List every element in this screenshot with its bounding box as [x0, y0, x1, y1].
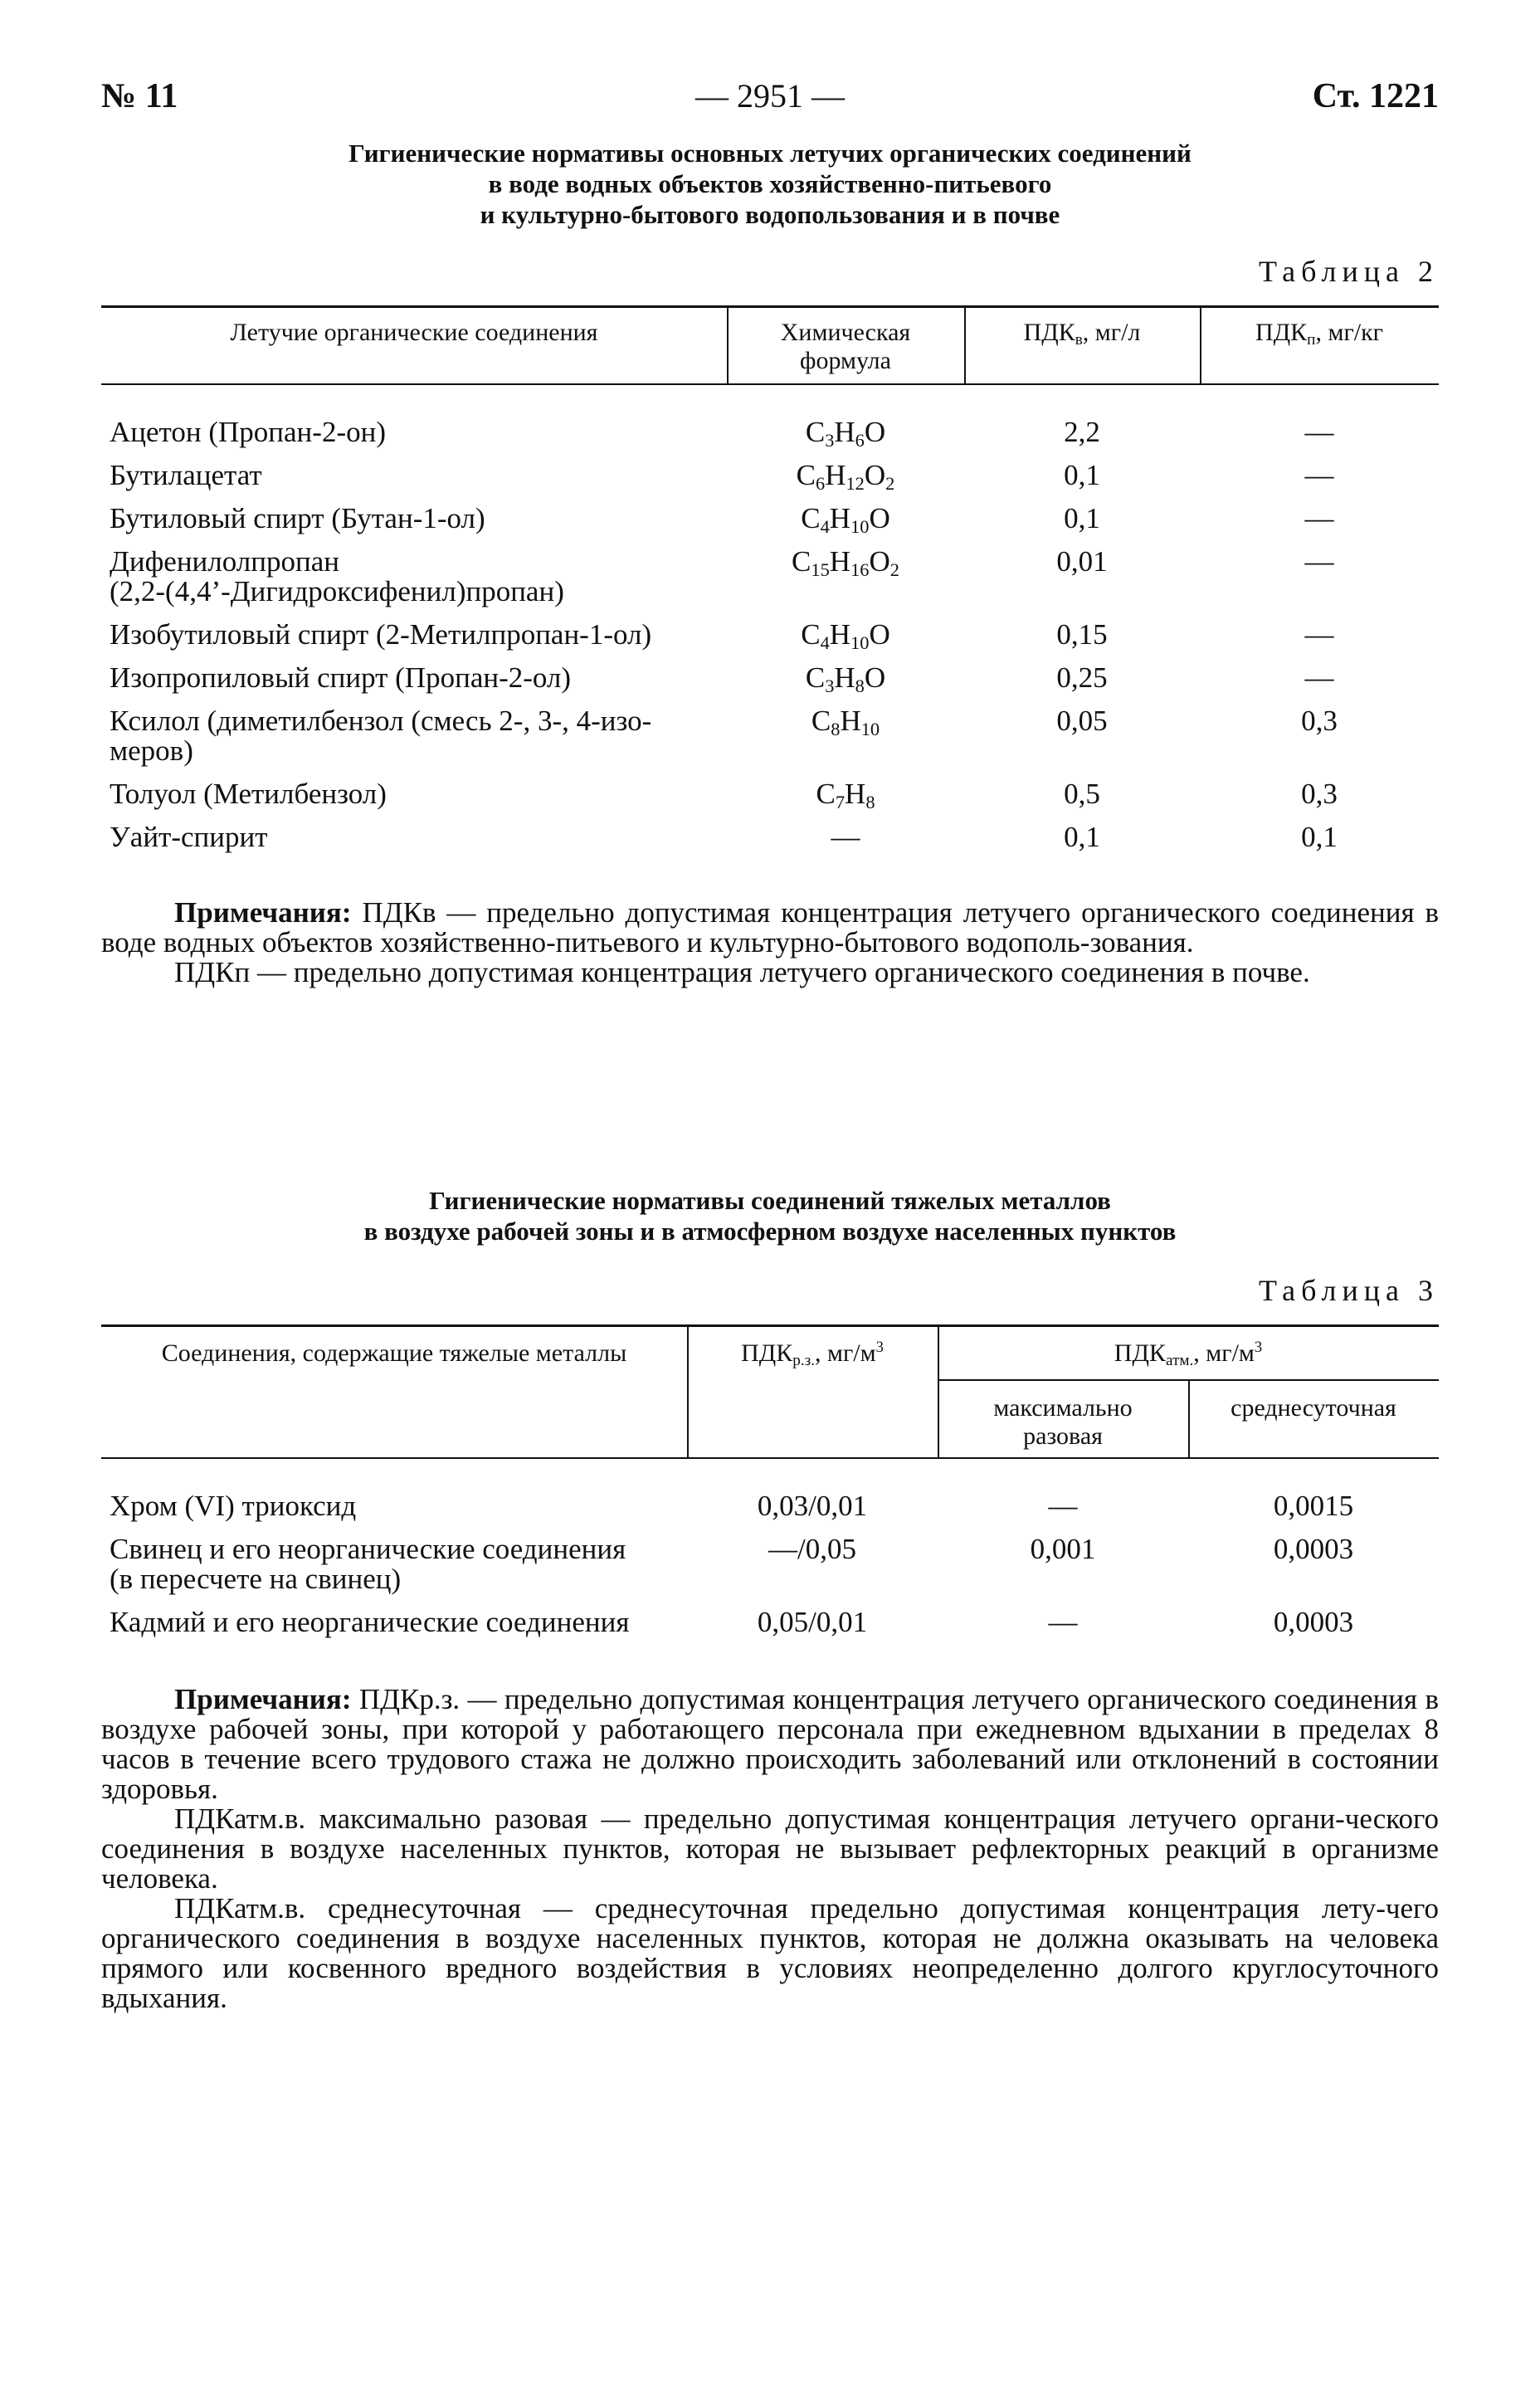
table3-header-rule — [101, 1457, 1439, 1459]
table-row-pdkrz: 0,03/0,01 — [757, 1490, 868, 1522]
section2-title-line-2: в воздухе рабочей зоны и в атмосферном воздухе населенных пунктов — [363, 1217, 1177, 1246]
table-row-formula: $C_{15}H_{16}O_2$ — [792, 545, 899, 581]
table-row-pdkv: 0,15 — [1056, 618, 1108, 651]
table-row-name: Ацетон (Пропан-2-он) — [110, 416, 386, 448]
table2-header-rule — [101, 383, 1439, 385]
table-row-formula: $C_7H_8$ — [816, 778, 875, 813]
table-row-pdkp: — — [1304, 416, 1334, 448]
table-row-max: — — [1048, 1606, 1078, 1638]
note-pdkrz: ПДКр.з. — предельно допустимая концентрация летучего органического соединения в воздухе рабочей зоны, при которой у работающего персонала при ежедневном вдыхании в пределах 8 часов в течение всего трудового стажа не должно происходить заболеваний или отклонений в состоянии здоровья. — [101, 1683, 1439, 1805]
article-number: Ст. 1221 — [1312, 77, 1439, 115]
note-pdkp: ПДКп — предельно допустимая концентрация летучего органического соединения в почве. — [174, 956, 1310, 988]
table-row-name: Изобутиловый спирт (2-Метилпропан-1-ол) — [110, 618, 652, 651]
table-row-name: Бутиловый спирт (Бутан-1-ол) — [110, 502, 485, 534]
table3-col-daily: среднесуточная — [1231, 1394, 1396, 1422]
table-row-name: Дифенилолпропан — [110, 545, 339, 578]
table-row-name-cont: (в пересчете на свинец) — [110, 1563, 402, 1595]
table-row-name: Бутилацетат — [110, 459, 262, 491]
table-row-name: Изопропиловый спирт (Пропан-2-ол) — [110, 661, 572, 694]
notes-label: Примечания: — [174, 896, 352, 929]
table3-col-compound: Соединения, содержащие тяжелые металлы — [161, 1339, 627, 1367]
section1-title-line-1: Гигиенические нормативы основных летучих органических соединений — [348, 139, 1192, 168]
table-row-formula: $C_3H_8O$ — [805, 661, 886, 697]
table3-label: Таблица 3 — [1259, 1274, 1439, 1307]
table-row-pdkp: — — [1304, 618, 1334, 651]
table3-col-pdkrz: $ПДК_{р.з.}$, $мг/м^3$ — [741, 1338, 884, 1370]
table-row-pdkv: 0,01 — [1056, 545, 1108, 578]
table-row-pdkp: — — [1304, 545, 1334, 578]
table-row-pdkv: 0,5 — [1064, 778, 1100, 810]
table-row-formula: $C_6H_{12}O_2$ — [796, 459, 895, 495]
table-row-formula: $C_3H_6O$ — [805, 416, 886, 451]
table-row-formula: $C_4H_{10}O$ — [801, 618, 890, 654]
table-row-pdkp: — — [1304, 661, 1334, 694]
note-pdkv: ПДКв — предельно допустимая концентрация летучего органического соединения в воде водных объектов хозяйственно-питьевого и культурно-бытового водополь-зования. — [101, 896, 1439, 959]
table3-col-max-2: разовая — [1023, 1422, 1103, 1450]
table-row-pdkp: — — [1304, 502, 1334, 534]
table-row-name: Хром (VI) триоксид — [110, 1490, 357, 1522]
table2-col-formula-2: формула — [800, 347, 891, 374]
table2-col-compound: Летучие органические соединения — [230, 319, 598, 346]
table3-col-pdkatm: $ПДК_{атм.}$, $мг/м^3$ — [1114, 1338, 1263, 1370]
notes-label: Примечания: — [174, 1683, 352, 1715]
table2-col-pdkv: $ПДК_в$, мг/л — [1023, 319, 1141, 349]
table-row-name: Толуол (Метилбензол) — [110, 778, 387, 810]
table2-label: Таблица 2 — [1259, 255, 1439, 288]
section2-title-line-1: Гигиенические нормативы соединений тяжелых металлов — [429, 1186, 1111, 1215]
table-row-max: — — [1048, 1490, 1078, 1522]
note-pdkatm-max: ПДКатм.в. максимально разовая — предельно допустимая концентрация летучего органи-ческого соединения в воздухе населенных пунктов, которая не вызывает рефлекторных реакций в организме человека. — [101, 1802, 1439, 1895]
section1-title-line-2: в воде водных объектов хозяйственно-питьевого — [488, 169, 1052, 198]
issue-number: № 11 — [101, 77, 178, 115]
table-row-formula: $C_8H_{10}$ — [811, 705, 880, 740]
table-row-name: Ксилол (диметилбензол (смесь 2-, 3-, 4-изо- — [110, 705, 652, 737]
table-row-name-cont: (2,2-(4,4’-Дигидроксифенил)пропан) — [110, 575, 564, 607]
table3-col-max-1: максимально — [993, 1394, 1133, 1422]
table2-col-formula-1: Химическая — [780, 319, 911, 346]
table-row-pdkrz: 0,05/0,01 — [757, 1606, 868, 1638]
table-row-pdkv: 0,1 — [1064, 821, 1100, 853]
table-row-pdkv: 0,1 — [1064, 502, 1100, 534]
table-row-name-cont: меров) — [110, 734, 193, 767]
table3-top-rule — [101, 1324, 1439, 1327]
table-row-pdkrz: —/0,05 — [768, 1533, 856, 1565]
table2-col-pdkp: $ПДК_п$, мг/кг — [1255, 319, 1383, 349]
table-row-daily: 0,0003 — [1273, 1533, 1354, 1565]
table-row-daily: 0,0015 — [1273, 1490, 1354, 1522]
table-row-name: Уайт-спирит — [110, 821, 268, 853]
note-pdkatm-daily: ПДКатм.в. среднесуточная — среднесуточная предельно допустимая концентрация лету-чего органического соединения в воздухе населенных пунктов, которая не должна оказывать на человека прямого или косвенного вредного воздействия в условиях неопределенно долгого круглосуточного вдыхания. — [101, 1892, 1439, 2014]
table-row-pdkv: 0,05 — [1056, 705, 1108, 737]
table-row-pdkp: 0,3 — [1301, 778, 1338, 810]
table-row-daily: 0,0003 — [1273, 1606, 1354, 1638]
table-row-name: Свинец и его неорганические соединения — [110, 1533, 626, 1565]
table-row-pdkv: 0,1 — [1064, 459, 1100, 491]
table-row-pdkp: — — [1304, 459, 1334, 491]
section1-title-line-3: и культурно-бытового водопользования и в почве — [480, 200, 1060, 229]
table2-top-rule — [101, 305, 1439, 308]
table-row-pdkp: 0,1 — [1301, 821, 1338, 853]
table-row-pdkv: 2,2 — [1064, 416, 1100, 448]
table-row-formula: — — [831, 821, 860, 853]
section2-notes — [101, 1685, 1439, 2013]
table-row-max: 0,001 — [1030, 1533, 1096, 1565]
table-row-pdkp: 0,3 — [1301, 705, 1338, 737]
section1-notes — [101, 898, 1439, 988]
page-number: — 2951 — — [695, 77, 845, 115]
table-row-name: Кадмий и его неорганические соединения — [110, 1606, 630, 1638]
table-row-formula: $C_4H_{10}O$ — [801, 502, 890, 538]
table-row-pdkv: 0,25 — [1056, 661, 1108, 694]
